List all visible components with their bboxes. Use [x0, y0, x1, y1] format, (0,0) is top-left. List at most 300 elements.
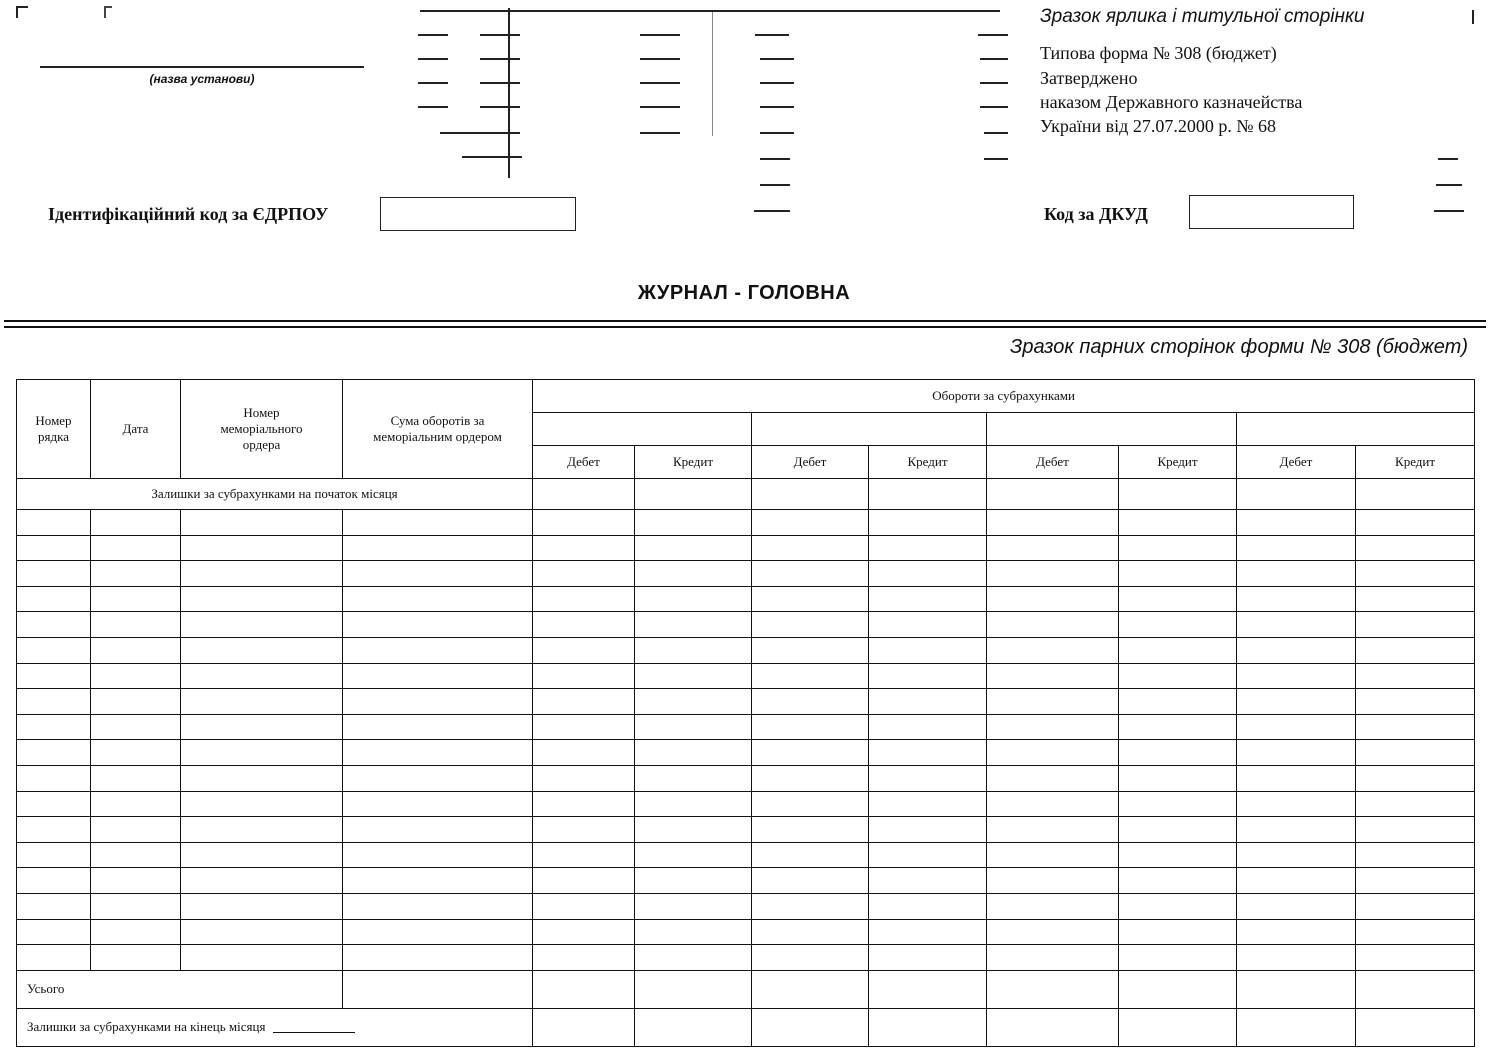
top-corner-tick [104, 6, 112, 18]
table-cell[interactable] [987, 714, 1119, 740]
table-cell[interactable] [1119, 535, 1237, 561]
table-cell[interactable] [635, 586, 752, 612]
table-cell[interactable] [987, 919, 1119, 945]
table-cell[interactable] [17, 919, 91, 945]
table-cell[interactable] [181, 945, 343, 971]
table-cell[interactable] [343, 791, 533, 817]
table-cell[interactable] [343, 740, 533, 766]
table-cell[interactable] [635, 740, 752, 766]
table-row [17, 919, 1475, 945]
edrpou-input[interactable] [380, 197, 576, 231]
table-cell[interactable] [1119, 479, 1237, 510]
table-cell[interactable] [635, 663, 752, 689]
table-cell[interactable] [987, 970, 1119, 1008]
table-row [17, 714, 1475, 740]
table-cell[interactable] [752, 663, 869, 689]
table-cell[interactable] [343, 945, 533, 971]
table-cell[interactable] [1237, 612, 1356, 638]
table-cell[interactable] [1119, 893, 1237, 919]
table-row [17, 689, 1475, 715]
table-cell[interactable] [635, 479, 752, 510]
table-cell[interactable] [91, 945, 181, 971]
table-cell[interactable] [91, 535, 181, 561]
table-cell[interactable] [1356, 765, 1475, 791]
table-cell[interactable] [752, 714, 869, 740]
subaccount-header-4 [1237, 413, 1475, 446]
table-cell[interactable] [1356, 612, 1475, 638]
table-cell[interactable] [635, 868, 752, 894]
table-cell[interactable] [343, 535, 533, 561]
table-row [17, 663, 1475, 689]
table-cell[interactable] [1356, 893, 1475, 919]
table-cell[interactable] [1356, 637, 1475, 663]
subaccount-header-3 [987, 413, 1237, 446]
table-row [17, 561, 1475, 587]
table-cell[interactable] [635, 714, 752, 740]
table-cell[interactable] [752, 612, 869, 638]
closing-balance-row [17, 1008, 1475, 1046]
table-cell[interactable] [1119, 1008, 1237, 1046]
table-cell[interactable] [869, 714, 987, 740]
table-cell[interactable] [533, 817, 635, 843]
table-cell[interactable] [869, 740, 987, 766]
table-cell[interactable] [752, 1008, 869, 1046]
table-cell[interactable] [1119, 842, 1237, 868]
table-cell[interactable] [1356, 842, 1475, 868]
table-cell[interactable] [1119, 714, 1237, 740]
table-cell[interactable] [343, 586, 533, 612]
table-cell[interactable] [752, 689, 869, 715]
credit-header: Кредит [1356, 446, 1475, 479]
table-cell[interactable] [869, 842, 987, 868]
table-cell[interactable] [1356, 970, 1475, 1008]
credit-header: Кредит [635, 446, 752, 479]
table-row [17, 612, 1475, 638]
table-cell[interactable] [17, 842, 91, 868]
table-cell[interactable] [91, 586, 181, 612]
table-cell[interactable] [1237, 714, 1356, 740]
table-cell[interactable] [987, 586, 1119, 612]
table-row [17, 510, 1475, 536]
table-cell[interactable] [1237, 765, 1356, 791]
table-cell[interactable] [869, 868, 987, 894]
opening-balance-row [17, 479, 1475, 510]
table-cell[interactable] [752, 970, 869, 1008]
table-row [17, 893, 1475, 919]
table-cell[interactable] [533, 510, 635, 536]
table-cell[interactable] [343, 842, 533, 868]
journal-table [16, 379, 1475, 1047]
table-cell[interactable] [1119, 740, 1237, 766]
table-cell[interactable] [1237, 893, 1356, 919]
closing-balance-cell [17, 1008, 533, 1046]
table-cell[interactable] [987, 535, 1119, 561]
table-cell[interactable] [181, 868, 343, 894]
table-cell[interactable] [869, 637, 987, 663]
table-row [17, 740, 1475, 766]
table-cell[interactable] [1356, 919, 1475, 945]
table-cell[interactable] [343, 919, 533, 945]
table-cell[interactable] [533, 1008, 635, 1046]
table-cell[interactable] [181, 765, 343, 791]
table-cell[interactable] [17, 561, 91, 587]
table-cell[interactable] [1119, 919, 1237, 945]
table-cell[interactable] [1237, 561, 1356, 587]
table-cell[interactable] [1119, 970, 1237, 1008]
table-cell[interactable] [533, 586, 635, 612]
form-number: Типова форма № 308 (бюджет) [1040, 43, 1277, 63]
table-cell[interactable] [533, 714, 635, 740]
table-cell[interactable] [635, 535, 752, 561]
table-cell[interactable] [635, 510, 752, 536]
journal-title: ЖУРНАЛ - ГОЛОВНА [637, 282, 851, 304]
dkud-label: Код за ДКУД [1044, 204, 1148, 224]
table-cell[interactable] [1119, 689, 1237, 715]
table-cell[interactable] [533, 535, 635, 561]
table-cell[interactable] [91, 919, 181, 945]
table-cell[interactable] [869, 945, 987, 971]
col-turnover-sum: Сума оборотів за меморіальним ордером [343, 380, 533, 479]
table-cell[interactable] [869, 612, 987, 638]
table-cell[interactable] [635, 919, 752, 945]
table-cell[interactable] [635, 637, 752, 663]
credit-header: Кредит [1119, 446, 1237, 479]
table-cell[interactable] [752, 817, 869, 843]
table-cell[interactable] [17, 714, 91, 740]
table-cell[interactable] [635, 893, 752, 919]
table-cell[interactable] [635, 765, 752, 791]
table-cell[interactable] [635, 817, 752, 843]
credit-header: Кредит [869, 446, 987, 479]
table-cell[interactable] [987, 893, 1119, 919]
table-cell[interactable] [533, 689, 635, 715]
table-cell[interactable] [987, 663, 1119, 689]
top-corner-mark [16, 6, 28, 18]
table-cell[interactable] [752, 868, 869, 894]
table-cell[interactable] [987, 689, 1119, 715]
col-date: Дата [91, 380, 181, 479]
table-cell[interactable] [343, 714, 533, 740]
table-cell[interactable] [181, 612, 343, 638]
table-cell[interactable] [343, 612, 533, 638]
table-cell[interactable] [987, 1008, 1119, 1046]
table-cell[interactable] [752, 586, 869, 612]
table-cell[interactable] [91, 765, 181, 791]
table-cell[interactable] [869, 791, 987, 817]
table-cell[interactable] [181, 561, 343, 587]
approved-line-3: України від 27.07.2000 р. № 68 [1040, 116, 1276, 136]
table-cell[interactable] [91, 740, 181, 766]
table-cell[interactable] [181, 919, 343, 945]
table-cell[interactable] [533, 740, 635, 766]
table-cell[interactable] [181, 535, 343, 561]
table-cell[interactable] [533, 561, 635, 587]
table-cell[interactable] [17, 637, 91, 663]
table-cell[interactable] [1237, 945, 1356, 971]
table-cell[interactable] [343, 689, 533, 715]
table-cell[interactable] [635, 842, 752, 868]
table-cell[interactable] [987, 510, 1119, 536]
table-cell[interactable] [1237, 586, 1356, 612]
table-cell[interactable] [1356, 740, 1475, 766]
table-cell[interactable] [533, 842, 635, 868]
table-cell[interactable] [752, 637, 869, 663]
table-cell[interactable] [1119, 586, 1237, 612]
table-cell[interactable] [869, 535, 987, 561]
table-cell[interactable] [1356, 689, 1475, 715]
table-cell[interactable] [869, 479, 987, 510]
dkud-input[interactable] [1189, 195, 1354, 229]
table-cell[interactable] [1119, 868, 1237, 894]
closing-balance-label: Залишки за субрахунками на кінець місяця [27, 1019, 266, 1035]
table-cell[interactable] [987, 561, 1119, 587]
table-cell[interactable] [869, 970, 987, 1008]
table-cell[interactable] [869, 510, 987, 536]
table-cell[interactable] [1237, 535, 1356, 561]
table-row [17, 842, 1475, 868]
table-cell[interactable] [533, 663, 635, 689]
table-cell[interactable] [752, 561, 869, 587]
col-row-number: Номер рядка [17, 380, 91, 479]
table-cell[interactable] [533, 919, 635, 945]
table-cell[interactable] [17, 868, 91, 894]
table-cell[interactable] [343, 765, 533, 791]
table-cell[interactable] [869, 586, 987, 612]
table-cell[interactable] [91, 637, 181, 663]
table-cell[interactable] [1237, 689, 1356, 715]
table-cell[interactable] [181, 663, 343, 689]
table-cell[interactable] [987, 612, 1119, 638]
table-cell[interactable] [1237, 510, 1356, 536]
table-cell[interactable] [752, 510, 869, 536]
table-cell[interactable] [91, 663, 181, 689]
table-cell[interactable] [1356, 868, 1475, 894]
table-cell[interactable] [343, 510, 533, 536]
table-cell[interactable] [17, 893, 91, 919]
table-cell[interactable] [1356, 663, 1475, 689]
table-cell[interactable] [17, 510, 91, 536]
table-cell[interactable] [1356, 791, 1475, 817]
table-cell[interactable] [752, 791, 869, 817]
table-cell[interactable] [1237, 637, 1356, 663]
edrpou-label: Ідентифікаційний код за ЄДРПОУ [48, 204, 329, 224]
debit-header: Дебет [752, 446, 869, 479]
table-cell[interactable] [91, 689, 181, 715]
table-cell[interactable] [343, 970, 533, 1008]
table-cell[interactable] [181, 791, 343, 817]
table-cell[interactable] [752, 893, 869, 919]
table-cell[interactable] [533, 637, 635, 663]
table-cell[interactable] [987, 842, 1119, 868]
table-cell[interactable] [17, 791, 91, 817]
subaccount-header-2 [752, 413, 987, 446]
table-cell[interactable] [635, 612, 752, 638]
table-row [17, 586, 1475, 612]
col-memorial-order-number: Номер меморіального ордера [181, 380, 343, 479]
table-cell[interactable] [17, 663, 91, 689]
title-double-rule [4, 320, 1486, 328]
table-cell[interactable] [17, 586, 91, 612]
table-cell[interactable] [17, 612, 91, 638]
table-cell[interactable] [1237, 970, 1356, 1008]
table-cell[interactable] [91, 791, 181, 817]
table-row [17, 791, 1475, 817]
table-row [17, 945, 1475, 971]
table-cell[interactable] [181, 817, 343, 843]
table-cell[interactable] [752, 765, 869, 791]
table-cell[interactable] [635, 970, 752, 1008]
subaccount-header-1 [533, 413, 752, 446]
debit-header: Дебет [533, 446, 635, 479]
table-cell[interactable] [987, 868, 1119, 894]
table-cell[interactable] [533, 765, 635, 791]
table-cell[interactable] [181, 842, 343, 868]
table-cell[interactable] [1119, 791, 1237, 817]
table-cell[interactable] [343, 868, 533, 894]
approved-line-2: наказом Державного казначейства [1040, 92, 1303, 112]
table-cell[interactable] [869, 919, 987, 945]
table-cell[interactable] [987, 740, 1119, 766]
table-row [17, 637, 1475, 663]
table-cell[interactable] [343, 817, 533, 843]
table-cell[interactable] [533, 893, 635, 919]
table-cell[interactable] [343, 893, 533, 919]
table-cell[interactable] [1119, 561, 1237, 587]
table-cell[interactable] [181, 637, 343, 663]
turnover-group-header: Обороти за субрахунками [533, 380, 1475, 413]
table-cell[interactable] [533, 868, 635, 894]
table-cell[interactable] [91, 510, 181, 536]
even-pages-title: Зразок парних сторінок форми № 308 (бюджет) [1010, 336, 1468, 358]
institution-name-line [40, 66, 364, 68]
table-cell[interactable] [1237, 479, 1356, 510]
table-cell[interactable] [181, 510, 343, 536]
table-cell[interactable] [1356, 479, 1475, 510]
table-cell[interactable] [869, 817, 987, 843]
table-cell[interactable] [91, 561, 181, 587]
table-row [17, 765, 1475, 791]
table-cell[interactable] [1237, 842, 1356, 868]
table-cell[interactable] [987, 637, 1119, 663]
table-cell[interactable] [752, 945, 869, 971]
table-cell[interactable] [987, 945, 1119, 971]
table-cell[interactable] [987, 479, 1119, 510]
table-cell[interactable] [869, 1008, 987, 1046]
table-cell[interactable] [91, 817, 181, 843]
table-cell[interactable] [987, 765, 1119, 791]
table-cell[interactable] [181, 586, 343, 612]
table-cell[interactable] [869, 663, 987, 689]
table-cell[interactable] [752, 842, 869, 868]
table-cell[interactable] [752, 535, 869, 561]
table-cell[interactable] [1356, 714, 1475, 740]
table-cell[interactable] [1356, 535, 1475, 561]
table-cell[interactable] [17, 817, 91, 843]
table-cell[interactable] [181, 689, 343, 715]
table-cell[interactable] [635, 945, 752, 971]
table-cell[interactable] [869, 561, 987, 587]
table-cell[interactable] [533, 791, 635, 817]
table-cell[interactable] [1356, 586, 1475, 612]
table-cell[interactable] [869, 765, 987, 791]
table-cell[interactable] [91, 714, 181, 740]
table-cell[interactable] [17, 765, 91, 791]
table-cell[interactable] [1356, 817, 1475, 843]
table-cell[interactable] [1237, 791, 1356, 817]
table-cell[interactable] [869, 689, 987, 715]
table-cell[interactable] [1237, 663, 1356, 689]
closing-balance-blank-line[interactable] [273, 1032, 355, 1033]
table-row [17, 868, 1475, 894]
table-cell[interactable] [17, 945, 91, 971]
table-cell[interactable] [752, 919, 869, 945]
table-cell[interactable] [1119, 612, 1237, 638]
table-cell[interactable] [181, 893, 343, 919]
table-cell[interactable] [635, 791, 752, 817]
table-cell[interactable] [1356, 945, 1475, 971]
table-cell[interactable] [1119, 510, 1237, 536]
table-cell[interactable] [869, 893, 987, 919]
approved-line-1: Затверджено [1040, 68, 1138, 88]
entry-rows [17, 510, 1475, 971]
table-cell[interactable] [1237, 817, 1356, 843]
table-cell[interactable] [17, 689, 91, 715]
table-cell[interactable] [91, 868, 181, 894]
table-cell[interactable] [181, 740, 343, 766]
table-cell[interactable] [752, 479, 869, 510]
table-cell[interactable] [1119, 817, 1237, 843]
table-cell[interactable] [1356, 561, 1475, 587]
table-cell[interactable] [181, 714, 343, 740]
table-cell[interactable] [91, 893, 181, 919]
debit-header: Дебет [987, 446, 1119, 479]
table-cell[interactable] [987, 791, 1119, 817]
table-cell[interactable] [1119, 945, 1237, 971]
table-cell[interactable] [533, 612, 635, 638]
table-cell[interactable] [752, 740, 869, 766]
debit-header: Дебет [1237, 446, 1356, 479]
table-cell[interactable] [343, 637, 533, 663]
table-cell[interactable] [1356, 1008, 1475, 1046]
table-cell[interactable] [533, 945, 635, 971]
table-cell[interactable] [987, 817, 1119, 843]
total-row [17, 970, 1475, 1008]
table-cell[interactable] [1356, 510, 1475, 536]
table-cell[interactable] [635, 1008, 752, 1046]
table-cell[interactable] [533, 970, 635, 1008]
opening-balance-label: Залишки за субрахунками на початок місяця [17, 479, 533, 510]
total-label: Усього [17, 970, 343, 1008]
table-cell[interactable] [1237, 868, 1356, 894]
table-cell[interactable] [635, 689, 752, 715]
table-cell[interactable] [1119, 637, 1237, 663]
table-cell[interactable] [91, 612, 181, 638]
table-row [17, 535, 1475, 561]
table-cell[interactable] [533, 479, 635, 510]
table-cell[interactable] [1237, 1008, 1356, 1046]
table-cell[interactable] [343, 663, 533, 689]
table-cell[interactable] [17, 535, 91, 561]
table-cell[interactable] [1119, 663, 1237, 689]
table-cell[interactable] [17, 740, 91, 766]
table-row [17, 817, 1475, 843]
table-cell[interactable] [343, 561, 533, 587]
table-cell[interactable] [1237, 740, 1356, 766]
table-cell[interactable] [635, 561, 752, 587]
table-cell[interactable] [1237, 919, 1356, 945]
table-cell[interactable] [1119, 765, 1237, 791]
table-cell[interactable] [91, 842, 181, 868]
